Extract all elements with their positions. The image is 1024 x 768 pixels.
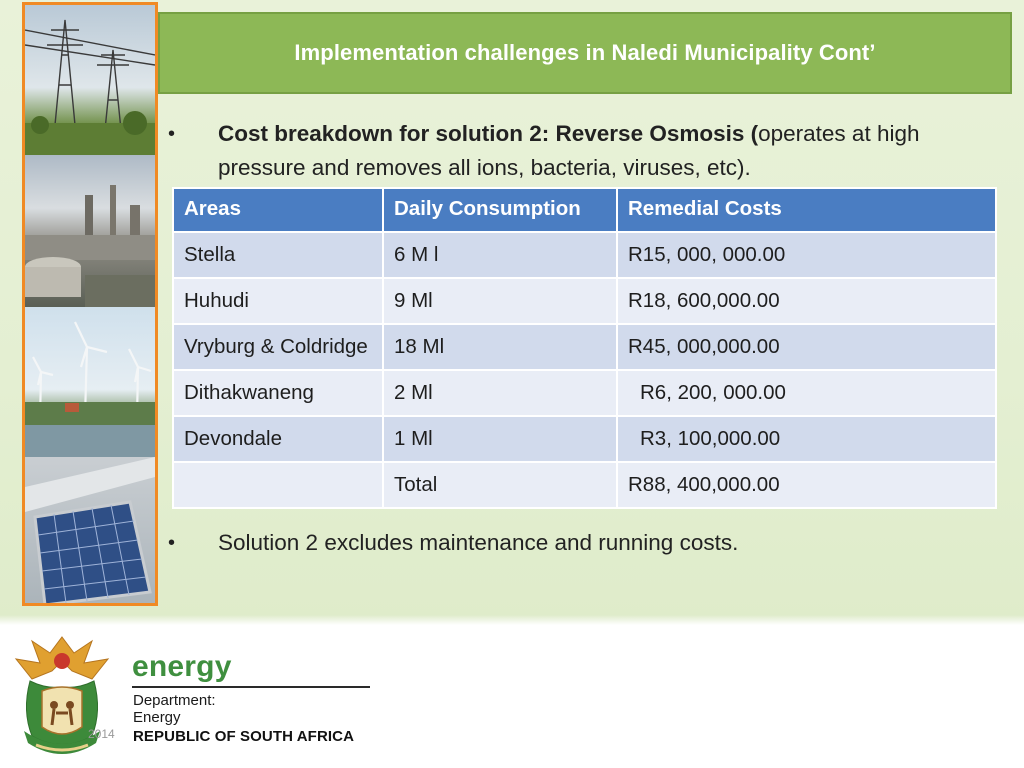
cell-cost: R18, 600,000.00 — [617, 278, 996, 324]
bullet-cost-breakdown — [168, 117, 1008, 185]
table-row — [173, 370, 996, 416]
bullet-normal-text: operates at high pressure and removes all ions, bacteria, viruses, etc). — [218, 121, 920, 180]
cell-cost: R45, 000,000.00 — [617, 324, 996, 370]
photo-power-pylons — [25, 5, 155, 155]
photo-wind-turbines — [25, 307, 155, 457]
slide-title: Implementation challenges in Naledi Municipality Cont’ — [294, 40, 876, 65]
table-row — [173, 324, 996, 370]
photo-refinery — [25, 155, 155, 307]
table-header-row — [173, 188, 996, 232]
bullet-text — [218, 117, 1008, 185]
cell-consumption: 18 Ml — [383, 324, 617, 370]
bullet-dot-icon: • — [168, 123, 176, 145]
energy-wordmark: energy — [132, 650, 232, 683]
bullet-exclusions — [168, 526, 1008, 560]
bullet-dot-icon: • — [168, 532, 176, 554]
cell-total-label: Total — [383, 462, 617, 508]
cost-table — [172, 187, 997, 509]
cell-consumption: 1 Ml — [383, 416, 617, 462]
cell-total-cost: R88, 400,000.00 — [617, 462, 996, 508]
bullet-text — [218, 526, 1008, 560]
cell-area: Devondale — [173, 416, 383, 462]
header-daily-consumption: Daily Consumption — [383, 188, 617, 232]
department-line-1: Department: — [133, 692, 216, 709]
cell-cost: R6, 200, 000.00 — [617, 370, 996, 416]
bullet-bold-text: Cost breakdown for solution 2: Reverse Osmosis ( — [218, 121, 759, 146]
cell-cost: R3, 100,000.00 — [617, 416, 996, 462]
title-bar — [158, 12, 1012, 94]
cell-cost: R15, 000, 000.00 — [617, 232, 996, 278]
department-name — [133, 692, 216, 726]
cell-consumption: 2 Ml — [383, 370, 617, 416]
cell-consumption: 6 M l — [383, 232, 617, 278]
cell-area: Vryburg & Coldridge — [173, 324, 383, 370]
country-name: REPUBLIC OF SOUTH AFRICA — [133, 728, 355, 745]
table-row-total — [173, 462, 996, 508]
cell-area-empty — [173, 462, 383, 508]
cell-consumption: 9 Ml — [383, 278, 617, 324]
cell-area: Dithakwaneng — [173, 370, 383, 416]
table-row — [173, 278, 996, 324]
header-areas: Areas — [173, 188, 383, 232]
table-row — [173, 416, 996, 462]
bullet-normal-text: Solution 2 excludes maintenance and running costs. — [218, 530, 739, 555]
photo-strip — [22, 2, 158, 606]
header-remedial-costs: Remedial Costs — [617, 188, 996, 232]
photo-solar-panel — [25, 457, 155, 606]
date-stamp: 2014 — [88, 727, 115, 741]
table-row — [173, 232, 996, 278]
cell-area: Stella — [173, 232, 383, 278]
department-line-2: Energy — [133, 709, 181, 726]
footer-divider — [132, 686, 370, 688]
cell-area: Huhudi — [173, 278, 383, 324]
